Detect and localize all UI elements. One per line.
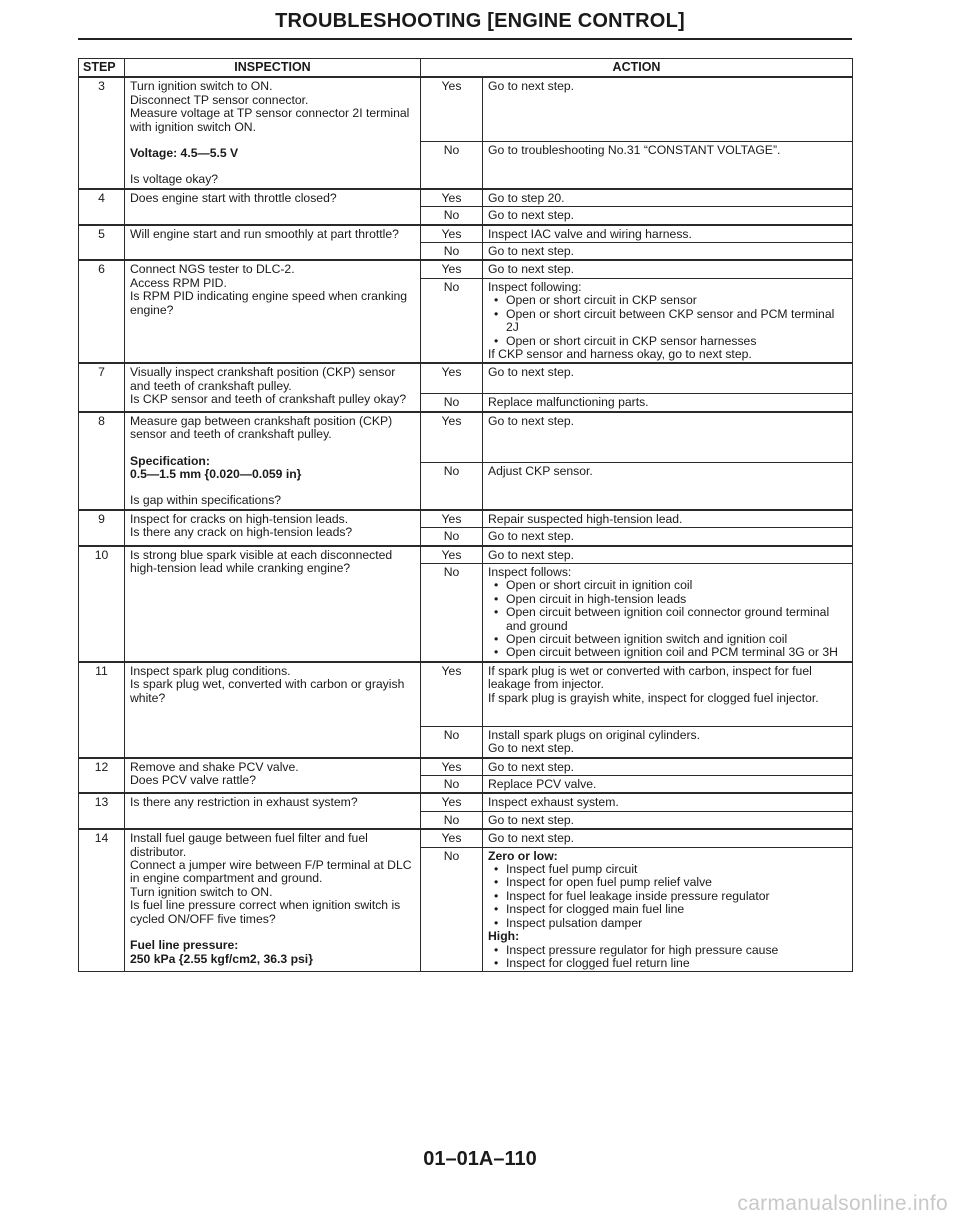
action-text: Go to next step. bbox=[483, 363, 853, 394]
list-item: • Inspect for clogged fuel return line bbox=[488, 957, 847, 970]
action-text: Go to next step. bbox=[483, 546, 853, 564]
action-text: Go to next step. bbox=[483, 207, 853, 225]
answer-no: No bbox=[421, 726, 483, 757]
step-7 bbox=[79, 363, 853, 411]
title-rule bbox=[78, 38, 852, 40]
answer-yes: Yes bbox=[421, 225, 483, 243]
answer-no: No bbox=[421, 847, 483, 972]
list-item: • Inspect for fuel leakage inside pressure regulator bbox=[488, 890, 847, 903]
step-number: 13 bbox=[79, 793, 125, 829]
step-number: 4 bbox=[79, 189, 125, 225]
list-item: • Open circuit in high-tension leads bbox=[488, 593, 847, 606]
answer-no: No bbox=[421, 563, 483, 661]
answer-no: No bbox=[421, 528, 483, 546]
list-item: • Inspect for open fuel pump relief valve bbox=[488, 876, 847, 889]
inspection-text: Turn ignition switch to ON. Disconnect TP sensor connector. Measure voltage at TP sensor connector 2I terminal with ignition switch ON. Voltage: 4.5—5.5 V Is voltage okay? bbox=[125, 77, 421, 188]
bullet-list bbox=[488, 294, 847, 348]
answer-no: No bbox=[421, 811, 483, 829]
header-inspection: INSPECTION bbox=[125, 59, 421, 78]
inspection-text: Does engine start with throttle closed? bbox=[125, 189, 421, 225]
list-item: • Open or short circuit in CKP sensor harnesses bbox=[488, 335, 847, 348]
action-text: Inspect exhaust system. bbox=[483, 793, 853, 811]
step-number: 11 bbox=[79, 662, 125, 758]
answer-yes: Yes bbox=[421, 189, 483, 207]
step-number: 5 bbox=[79, 225, 125, 261]
answer-yes: Yes bbox=[421, 758, 483, 776]
list-item: • Open circuit between ignition switch and ignition coil bbox=[488, 633, 847, 646]
answer-yes: Yes bbox=[421, 793, 483, 811]
list-item: • Inspect pulsation damper bbox=[488, 917, 847, 930]
page-number: 01–01A–110 bbox=[423, 1148, 537, 1170]
list-item: • Open or short circuit in ignition coil bbox=[488, 579, 847, 592]
table-header-row bbox=[79, 59, 853, 78]
action-text: Inspect following: • Open or short circuit in CKP sensor • Open or short circuit between CKP sensor and PCM terminal 2J • Open or short circuit in CKP sensor harnesses If CKP sensor and harness okay, go to next step. bbox=[483, 278, 853, 363]
action-text: Go to next step. bbox=[483, 811, 853, 829]
action-text: Go to next step. bbox=[483, 77, 853, 142]
bullet-list bbox=[488, 944, 847, 971]
answer-yes: Yes bbox=[421, 510, 483, 528]
inspection-text: Remove and shake PCV valve. Does PCV valve rattle? bbox=[125, 758, 421, 794]
troubleshooting-table bbox=[78, 58, 853, 972]
step-number: 12 bbox=[79, 758, 125, 794]
action-text: Go to next step. bbox=[483, 758, 853, 776]
list-item: • Inspect for clogged main fuel line bbox=[488, 903, 847, 916]
answer-yes: Yes bbox=[421, 77, 483, 142]
spec-value: 250 kPa {2.55 kgf/cm2, 36.3 psi} bbox=[130, 951, 313, 966]
step-3 bbox=[79, 77, 853, 188]
action-text: Go to next step. bbox=[483, 260, 853, 278]
list-item: • Open circuit between ignition coil connector ground terminal and ground bbox=[488, 606, 847, 633]
action-text: Go to next step. bbox=[483, 829, 853, 847]
answer-yes: Yes bbox=[421, 662, 483, 727]
action-text: Inspect IAC valve and wiring harness. bbox=[483, 225, 853, 243]
action-text: Go to next step. bbox=[483, 528, 853, 546]
action-text: Inspect follows: • Open or short circuit in ignition coil • Open circuit in high-tension leads • Open circuit between ignition coil connector ground terminal and ground • Open circuit between ignition switch and ignition coil • Open circuit between ignition coil and PCM terminal 3G or 3H bbox=[483, 563, 853, 661]
step-number: 8 bbox=[79, 412, 125, 510]
answer-no: No bbox=[421, 142, 483, 189]
action-text: Repair suspected high-tension lead. bbox=[483, 510, 853, 528]
action-text: Adjust CKP sensor. bbox=[483, 462, 853, 510]
answer-no: No bbox=[421, 207, 483, 225]
step-number: 6 bbox=[79, 260, 125, 363]
spec-value: 0.5—1.5 mm {0.020—0.059 in} bbox=[130, 466, 302, 481]
step-4 bbox=[79, 189, 853, 225]
inspection-text: Inspect for cracks on high-tension leads. Is there any crack on high-tension leads? bbox=[125, 510, 421, 546]
list-item: • Inspect pressure regulator for high pressure cause bbox=[488, 944, 847, 957]
step-11 bbox=[79, 662, 853, 758]
action-text: Go to next step. bbox=[483, 412, 853, 463]
step-8 bbox=[79, 412, 853, 510]
inspection-text: Visually inspect crankshaft position (CKP) sensor and teeth of crankshaft pulley. Is CKP sensor and teeth of crankshaft pulley okay? bbox=[125, 363, 421, 411]
page-title: TROUBLESHOOTING [ENGINE CONTROL] bbox=[275, 10, 685, 32]
action-text: Go to step 20. bbox=[483, 189, 853, 207]
list-item: • Open circuit between ignition coil and PCM terminal 3G or 3H bbox=[488, 646, 847, 659]
inspection-text: Inspect spark plug conditions. Is spark plug wet, converted with carbon or grayish white? bbox=[125, 662, 421, 758]
spec-value: Voltage: 4.5—5.5 V bbox=[130, 146, 239, 161]
step-5 bbox=[79, 225, 853, 261]
header-step: STEP bbox=[79, 59, 125, 78]
action-text: Replace malfunctioning parts. bbox=[483, 394, 853, 412]
action-text: If spark plug is wet or converted with carbon, inspect for fuel leakage from injector. If spark plug is grayish white, inspect for clogged fuel injector. bbox=[483, 662, 853, 727]
answer-no: No bbox=[421, 776, 483, 794]
inspection-text: Install fuel gauge between fuel filter and fuel distributor. Connect a jumper wire between F/P terminal at DLC in engine compartment and ground. Turn ignition switch to ON. Is fuel line pressure correct when ignition switch is cycled ON/OFF five times? Fuel line pressure: 250 kPa {2.55 kgf/cm2, 36.3 psi} bbox=[125, 829, 421, 972]
answer-no: No bbox=[421, 278, 483, 363]
step-12 bbox=[79, 758, 853, 794]
header-action: ACTION bbox=[421, 59, 853, 78]
inspection-text: Is strong blue spark visible at each disconnected high-tension lead while cranking engine? bbox=[125, 546, 421, 662]
inspection-text: Measure gap between crankshaft position (CKP) sensor and teeth of crankshaft pulley. Specification: 0.5—1.5 mm {0.020—0.059 in} Is gap within specifications? bbox=[125, 412, 421, 510]
answer-yes: Yes bbox=[421, 363, 483, 394]
step-number: 7 bbox=[79, 363, 125, 411]
answer-yes: Yes bbox=[421, 546, 483, 564]
answer-no: No bbox=[421, 462, 483, 510]
action-text: Install spark plugs on original cylinders. Go to next step. bbox=[483, 726, 853, 757]
bullet-list bbox=[488, 579, 847, 659]
answer-yes: Yes bbox=[421, 829, 483, 847]
step-6 bbox=[79, 260, 853, 363]
answer-yes: Yes bbox=[421, 412, 483, 463]
watermark: carmanualsonline.info bbox=[737, 1192, 948, 1215]
inspection-text: Is there any restriction in exhaust system? bbox=[125, 793, 421, 829]
answer-yes: Yes bbox=[421, 260, 483, 278]
list-item: • Open or short circuit in CKP sensor bbox=[488, 294, 847, 307]
step-number: 14 bbox=[79, 829, 125, 972]
step-10 bbox=[79, 546, 853, 662]
step-9 bbox=[79, 510, 853, 546]
list-item: • Inspect fuel pump circuit bbox=[488, 863, 847, 876]
step-number: 3 bbox=[79, 77, 125, 188]
answer-no: No bbox=[421, 243, 483, 261]
action-text: Go to next step. bbox=[483, 243, 853, 261]
step-13 bbox=[79, 793, 853, 829]
inspection-text: Connect NGS tester to DLC-2. Access RPM PID. Is RPM PID indicating engine speed when cranking engine? bbox=[125, 260, 421, 363]
bullet-list bbox=[488, 863, 847, 930]
step-number: 10 bbox=[79, 546, 125, 662]
answer-no: No bbox=[421, 394, 483, 412]
list-item: • Open or short circuit between CKP sensor and PCM terminal 2J bbox=[488, 308, 847, 335]
action-text: Zero or low: • Inspect fuel pump circuit • Inspect for open fuel pump relief valve • Inspect for fuel leakage inside pressure regulator • Inspect for clogged main fuel line • Inspect pulsation damper High: • Inspect pressure regulator for high pressure cause • Inspect for clogged fuel return line bbox=[483, 847, 853, 972]
inspection-text: Will engine start and run smoothly at part throttle? bbox=[125, 225, 421, 261]
action-text: Replace PCV valve. bbox=[483, 776, 853, 794]
step-number: 9 bbox=[79, 510, 125, 546]
action-text: Go to troubleshooting No.31 “CONSTANT VOLTAGE”. bbox=[483, 142, 853, 189]
step-14 bbox=[79, 829, 853, 972]
